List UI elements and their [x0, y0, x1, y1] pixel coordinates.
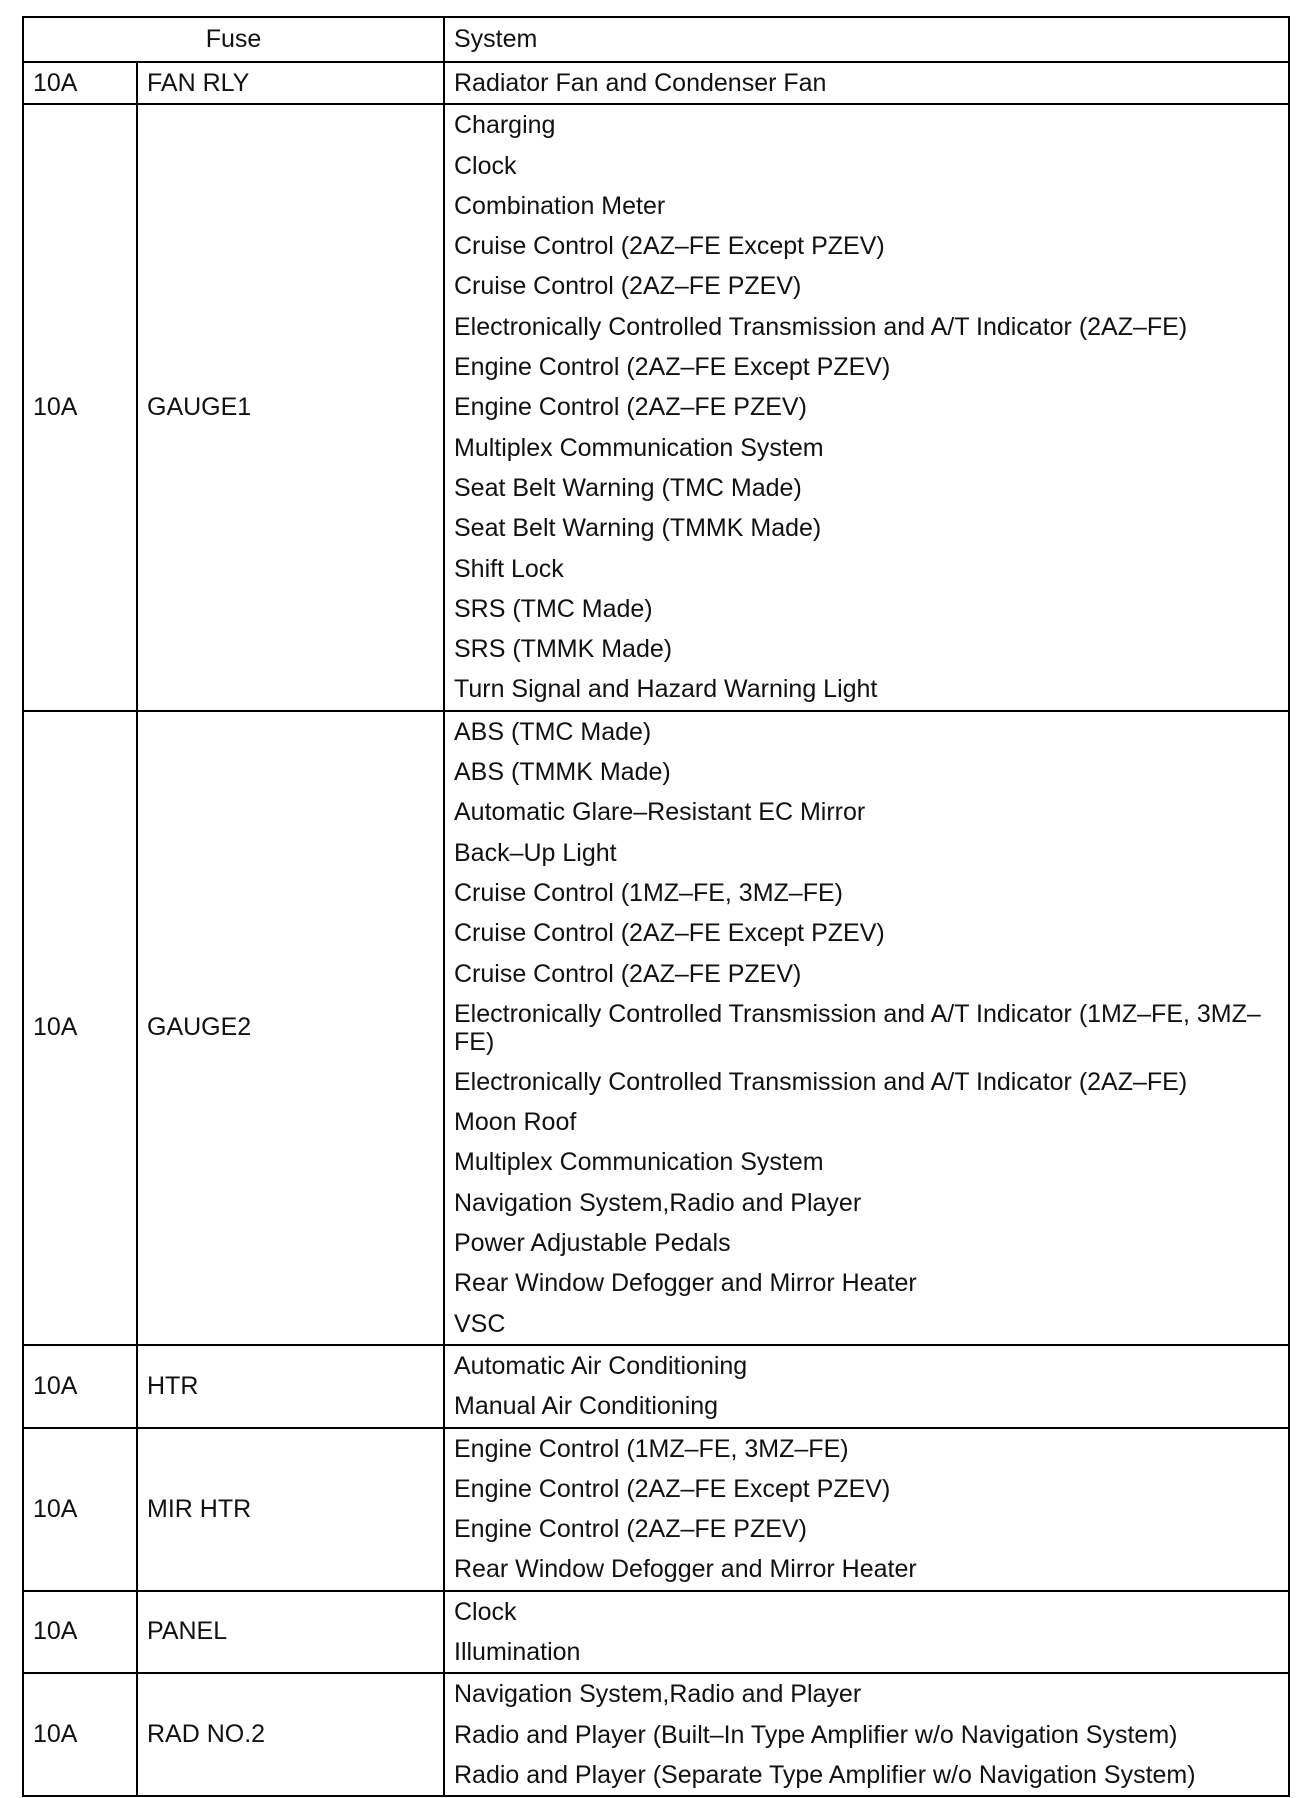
- system-item: Manual Air Conditioning: [454, 1392, 719, 1421]
- fuse-row: [23, 62, 1289, 104]
- system-list: [444, 1591, 1289, 1674]
- fuse-amperage: 10A: [23, 62, 137, 104]
- system-item: Cruise Control (2AZ–FE PZEV): [454, 959, 802, 988]
- fuse-amperage: 10A: [23, 1428, 137, 1591]
- system-item: Engine Control (1MZ–FE, 3MZ–FE): [454, 1434, 849, 1463]
- system-item: Charging: [454, 111, 556, 140]
- system-item: Engine Control (2AZ–FE Except PZEV): [454, 353, 891, 382]
- fuse-name: RAD NO.2: [137, 1673, 444, 1796]
- fuse-row: [23, 711, 1289, 1345]
- fuse-row: [23, 1345, 1289, 1428]
- fuse-column-header: Fuse: [23, 17, 444, 62]
- system-list: [444, 1428, 1289, 1591]
- system-item: Illumination: [454, 1637, 581, 1666]
- system-column-header: System: [444, 17, 1289, 62]
- system-item: Electronically Controlled Transmission and A/T Indicator (2AZ–FE): [454, 1067, 1188, 1096]
- system-item: Engine Control (2AZ–FE PZEV): [454, 393, 807, 422]
- fuse-amperage: 10A: [23, 1673, 137, 1796]
- system-item: Electronically Controlled Transmission and A/T Indicator (2AZ–FE): [454, 312, 1188, 341]
- fuse-name: PANEL: [137, 1591, 444, 1674]
- fuse-row: [23, 1428, 1289, 1591]
- system-item: Moon Roof: [454, 1108, 577, 1137]
- fuse-amperage: 10A: [23, 1345, 137, 1428]
- fuse-table: [22, 16, 1290, 1797]
- system-item: VSC: [454, 1309, 506, 1338]
- fuse-amperage: 10A: [23, 711, 137, 1345]
- system-item: Multiplex Communication System: [454, 1148, 824, 1177]
- fuse-name: GAUGE1: [137, 104, 444, 710]
- system-item: Engine Control (2AZ–FE PZEV): [454, 1515, 807, 1544]
- fuse-name: HTR: [137, 1345, 444, 1428]
- fuse-name: FAN RLY: [137, 62, 444, 104]
- system-list: [444, 1673, 1289, 1796]
- system-item: Navigation System,Radio and Player: [454, 1680, 862, 1709]
- fuse-row: [23, 104, 1289, 710]
- fuse-row: [23, 1673, 1289, 1796]
- system-item: Back–Up Light: [454, 838, 617, 867]
- system-item: Radio and Player (Built–In Type Amplifier w/o Navigation System): [454, 1720, 1178, 1749]
- fuse-row: [23, 1591, 1289, 1674]
- fuse-amperage: 10A: [23, 1591, 137, 1674]
- system-item: Shift Lock: [454, 554, 564, 583]
- system-item: Radiator Fan and Condenser Fan: [454, 69, 827, 97]
- fuse-name: MIR HTR: [137, 1428, 444, 1591]
- system-item: Turn Signal and Hazard Warning Light: [454, 675, 878, 704]
- system-item: ABS (TMMK Made): [454, 758, 671, 787]
- system-item: Seat Belt Warning (TMC Made): [454, 473, 802, 502]
- system-item: Rear Window Defogger and Mirror Heater: [454, 1269, 917, 1298]
- system-item: SRS (TMMK Made): [454, 635, 673, 664]
- system-item: Combination Meter: [454, 191, 666, 220]
- table-header-row: [23, 17, 1289, 62]
- system-item: Multiplex Communication System: [454, 433, 824, 462]
- system-item: Cruise Control (1MZ–FE, 3MZ–FE): [454, 878, 843, 907]
- system-item: Power Adjustable Pedals: [454, 1229, 731, 1258]
- system-item: Clock: [454, 151, 517, 180]
- system-item: Automatic Glare–Resistant EC Mirror: [454, 798, 866, 827]
- fuse-name: GAUGE2: [137, 711, 444, 1345]
- fuse-amperage: 10A: [23, 104, 137, 710]
- system-item: Rear Window Defogger and Mirror Heater: [454, 1555, 917, 1584]
- system-item: Cruise Control (2AZ–FE PZEV): [454, 272, 802, 301]
- system-list: [444, 1345, 1289, 1428]
- system-item: Automatic Air Conditioning: [454, 1351, 748, 1380]
- system-list: [444, 62, 1289, 104]
- system-list: [444, 711, 1289, 1345]
- system-item: Cruise Control (2AZ–FE Except PZEV): [454, 232, 885, 261]
- system-item: Clock: [454, 1597, 517, 1626]
- system-item: Electronically Controlled Transmission and A/T Indicator (1MZ–FE, 3MZ–FE): [454, 999, 1261, 1056]
- system-item: ABS (TMC Made): [454, 717, 652, 746]
- system-item: Seat Belt Warning (TMMK Made): [454, 514, 822, 543]
- fuse-table-body: [23, 62, 1289, 1796]
- system-item: Navigation System,Radio and Player: [454, 1188, 862, 1217]
- system-item: SRS (TMC Made): [454, 594, 653, 623]
- system-item: Radio and Player (Separate Type Amplifier w/o Navigation System): [454, 1760, 1196, 1789]
- system-item: Cruise Control (2AZ–FE Except PZEV): [454, 919, 885, 948]
- system-list: [444, 104, 1289, 710]
- system-item: Engine Control (2AZ–FE Except PZEV): [454, 1474, 891, 1503]
